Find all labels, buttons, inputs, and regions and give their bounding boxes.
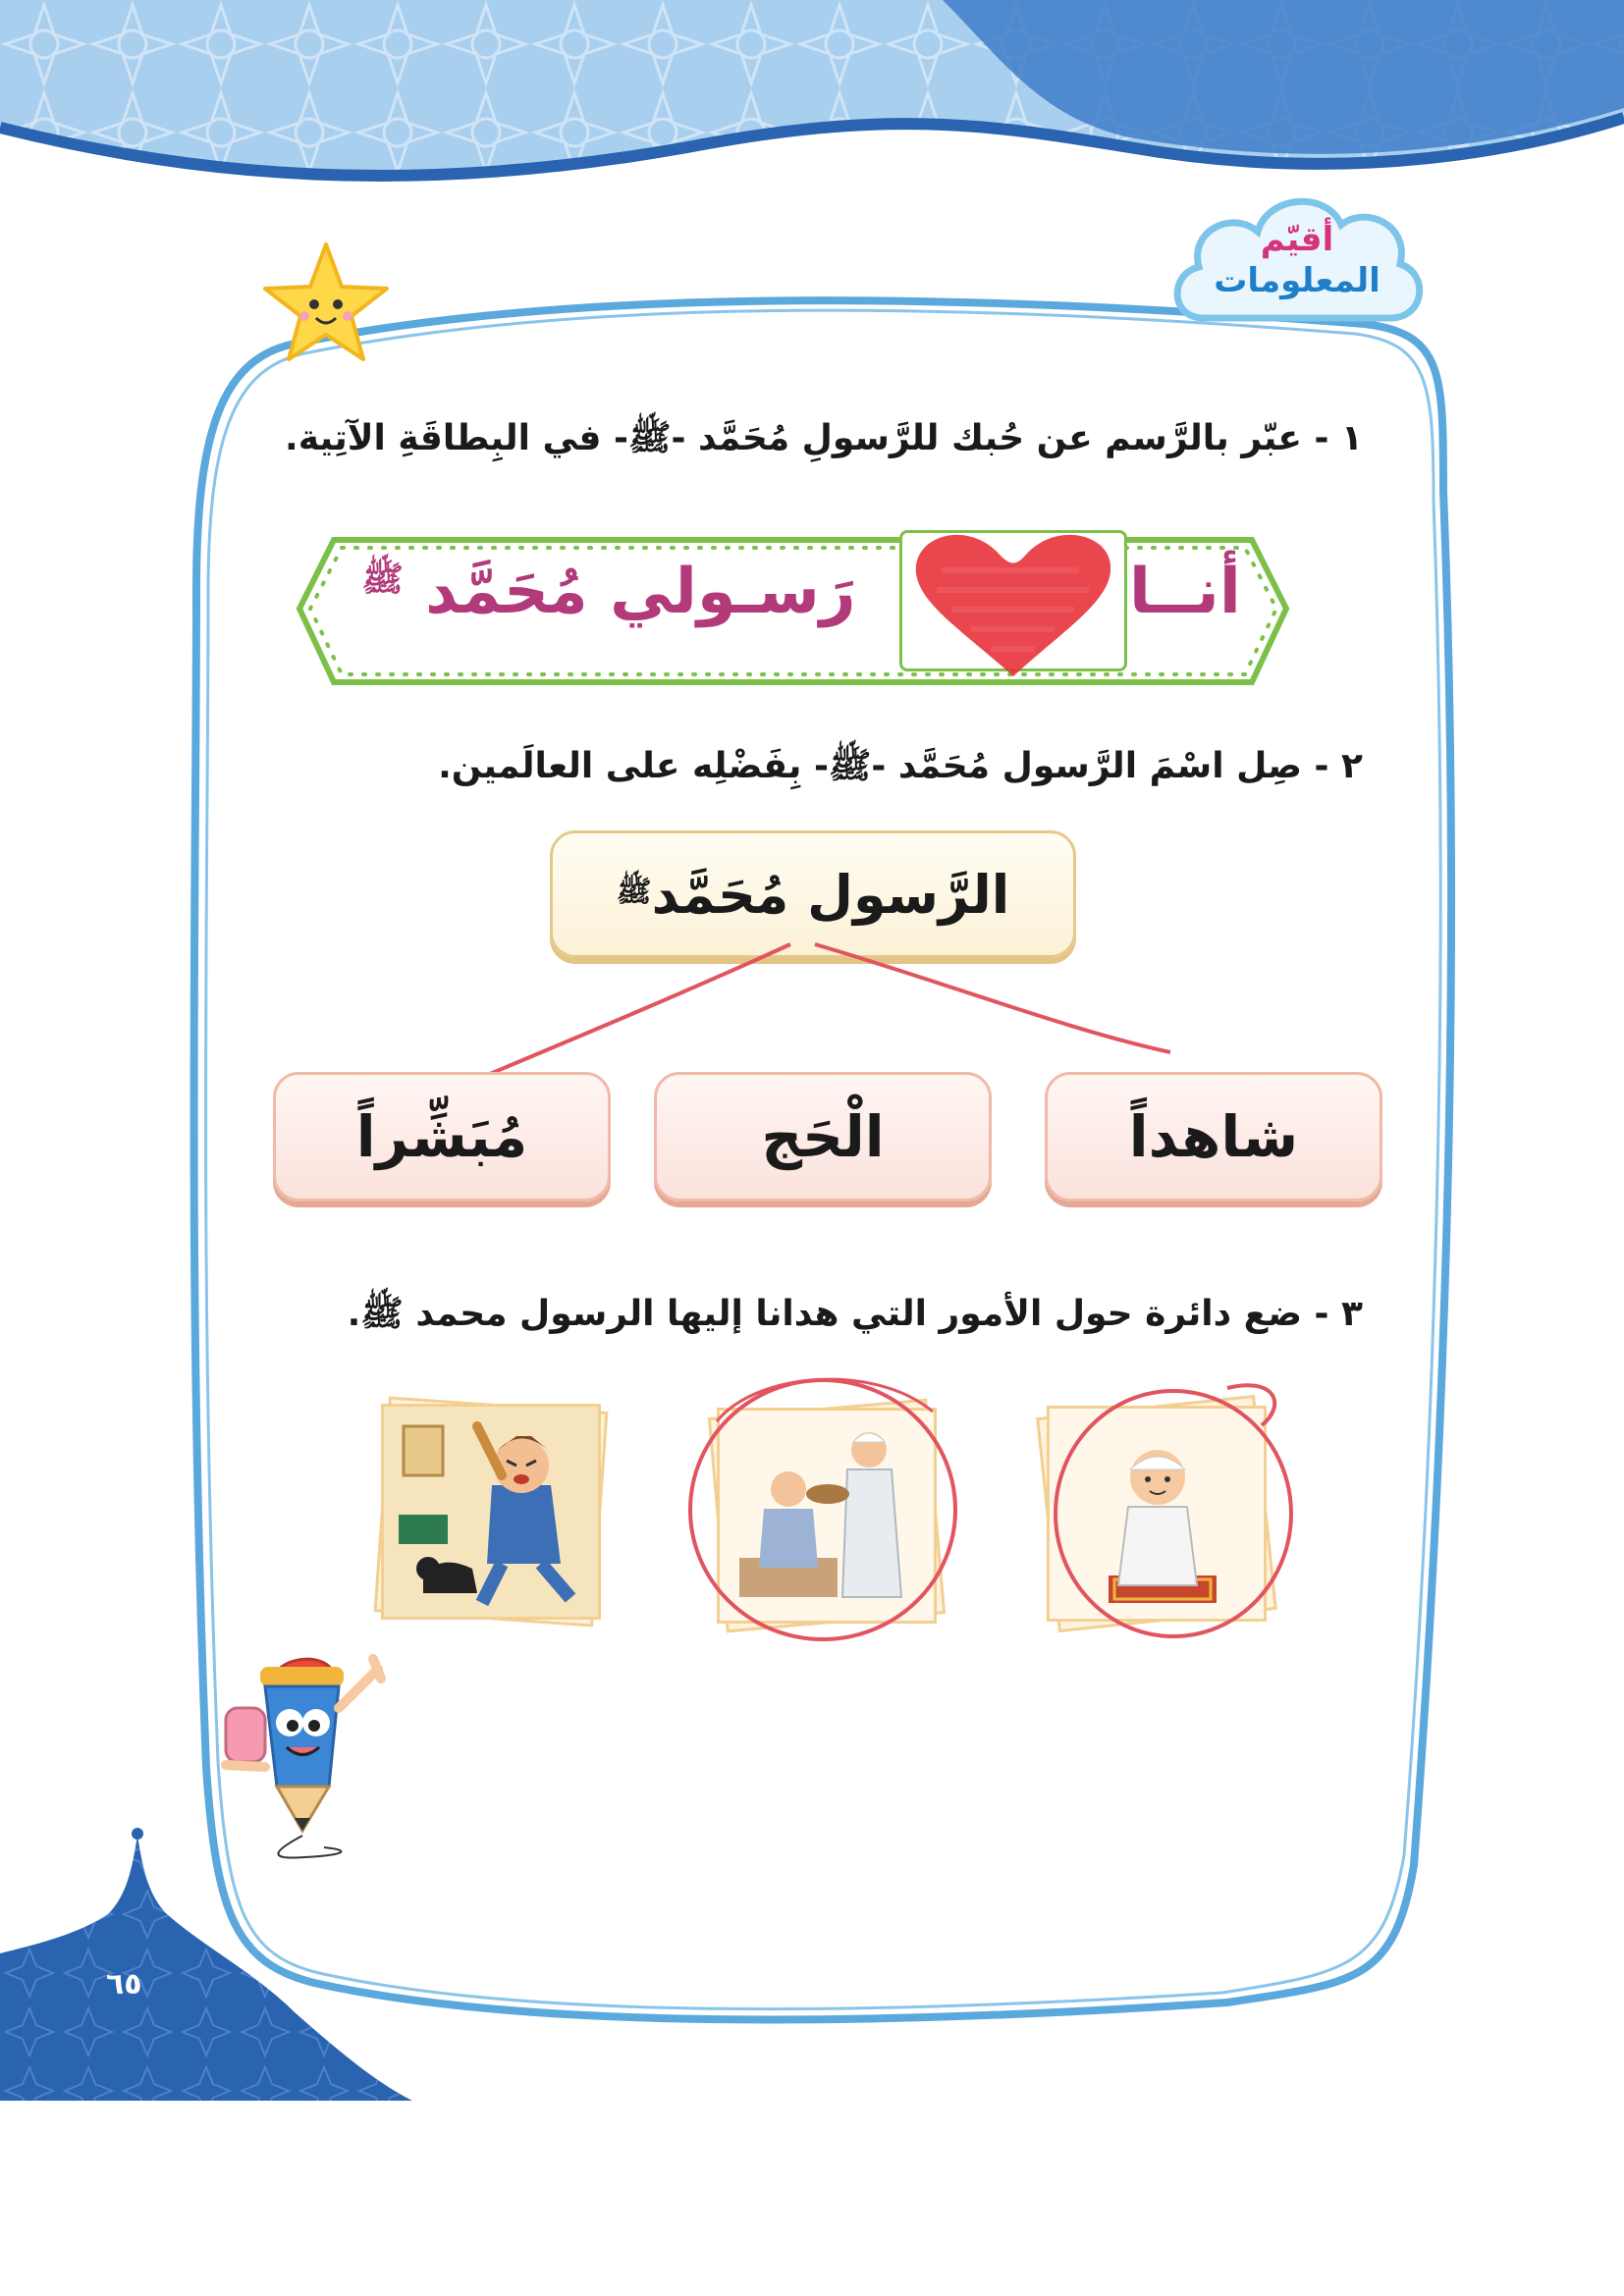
option-witness-label: شاهداً bbox=[1128, 1103, 1299, 1170]
option-witness[interactable] bbox=[1045, 1072, 1382, 1201]
option-bringer-label: مُبَشِّراً bbox=[355, 1103, 528, 1170]
angry-boy-icon bbox=[384, 1407, 598, 1617]
question-3-text: ٣ - ضع دائرة حول الأمور التي هدانا إليها الرسول محمد ﷺ. bbox=[347, 1294, 1363, 1334]
mosque-dome-decoration bbox=[0, 1826, 412, 2101]
option-hajj[interactable] bbox=[654, 1072, 992, 1201]
question-1-text: ١ - عبّر بالرَّسم عن حُبك للرَّسولِ مُحَمَّد -ﷺ- في البِطاقَةِ الآتِية. bbox=[285, 418, 1363, 458]
banner-word-ana: أنــا bbox=[1129, 556, 1241, 628]
answer-circle-1 bbox=[1051, 1366, 1316, 1651]
badge-title-line2: المعلومات bbox=[1214, 261, 1380, 300]
option-hajj-label: الْحَج bbox=[761, 1103, 885, 1170]
banner-phrase: رَسـولي مُحَمَّد bbox=[425, 556, 856, 628]
option-bringer-of-good-news[interactable] bbox=[273, 1072, 611, 1201]
page-number: ٦٥ bbox=[106, 1967, 142, 2002]
photo-angry-boy-chasing-cat[interactable] bbox=[381, 1404, 601, 1620]
prophet-name-salawat: ﷺ bbox=[616, 874, 652, 909]
answer-circle-2 bbox=[677, 1362, 972, 1657]
question-2-text: ٢ - صِل اسْمَ الرَّسول مُحَمَّد -ﷺ- بِفَضْلِه على العالَمين. bbox=[438, 746, 1363, 786]
banner-salawat: ﷺ bbox=[361, 559, 404, 600]
prophet-name-label: الرَّسول مُحَمَّد bbox=[651, 863, 1010, 926]
badge-title-line1: أقيّم bbox=[1260, 220, 1334, 259]
